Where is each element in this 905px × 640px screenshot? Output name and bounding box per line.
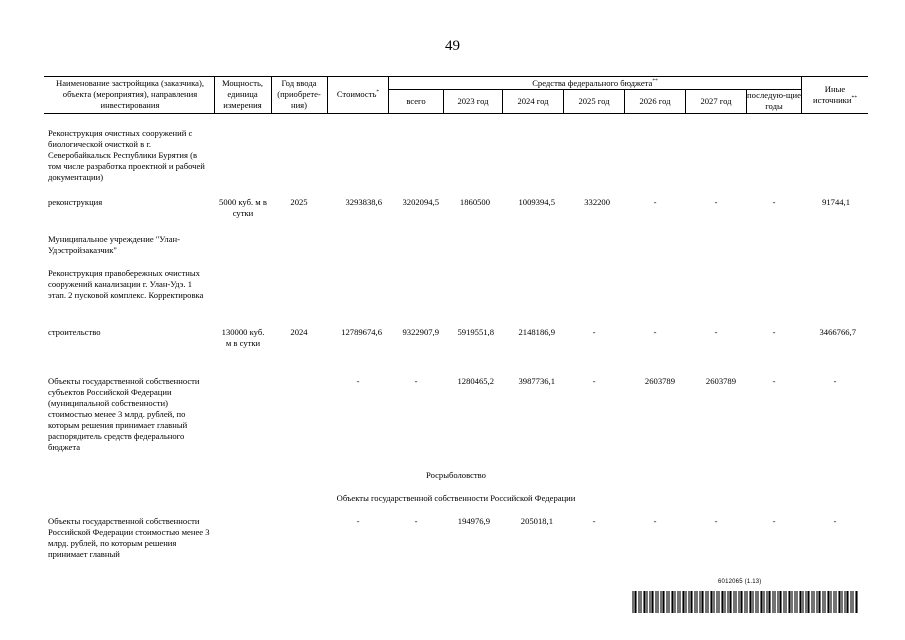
subheader-later: последую-щие годы xyxy=(747,90,801,111)
header-bottom-rule xyxy=(44,113,868,114)
row-cost: - xyxy=(356,376,360,386)
row-total: 9322907,9 xyxy=(402,327,439,337)
row-2023: 1280465,2 xyxy=(457,376,494,386)
header-other-label: Иные источники xyxy=(813,84,852,105)
row-2027: - xyxy=(714,327,718,337)
row-2024: 3987736,1 xyxy=(518,376,555,386)
header-year: Год ввода (приобрете-ния) xyxy=(277,78,321,110)
subheader-2024: 2024 год xyxy=(517,96,549,106)
row-2024: 205018,1 xyxy=(520,516,553,526)
row-capacity: 130000 куб. м в сутки xyxy=(221,327,265,348)
header-federal xyxy=(389,78,801,89)
row-name: Объекты государственной собственности субъектов Российской Федерации (муниципальной собственности) стоимостью менее 3 млрд. рублей, по которым решения принимает главный распорядитель средств федерального бюджета xyxy=(48,376,200,452)
header-cost-label: Стоимость xyxy=(336,89,377,99)
row-2026: - xyxy=(653,516,657,526)
row-name: Реконструкция правобережных очистных сооружений канализации г. Улан-Удэ. 1 этап. 2 пусковой комплекс. Корректировка xyxy=(48,268,204,300)
subheader-2026: 2026 год xyxy=(639,96,671,106)
header-cost-footnote: * xyxy=(376,89,380,95)
row-2025: - xyxy=(592,516,596,526)
row-2023: 5919551,8 xyxy=(457,327,494,337)
row-name: реконструкция xyxy=(48,197,103,207)
header-capacity: Мощность, единица измерения xyxy=(221,78,264,110)
row-name: Реконструкция очистных сооружений с биологической очисткой в г. Северобайкальск Республики Бурятия (в том числе разработка проектной и рабочей документации) xyxy=(48,128,205,182)
subheader-2023: 2023 год xyxy=(457,96,489,106)
row-total: - xyxy=(414,516,418,526)
row-other: - xyxy=(833,376,837,386)
row-2024: 2148186,9 xyxy=(518,327,555,337)
section-agency-heading: Росрыболовство xyxy=(426,470,486,480)
row-2027: - xyxy=(714,516,718,526)
row-year: 2024 xyxy=(290,327,308,337)
row-2024: 1009394,5 xyxy=(518,197,555,207)
row-later: - xyxy=(772,376,776,386)
row-2026: - xyxy=(653,327,657,337)
header-top-rule xyxy=(44,76,868,77)
row-2026: 2603789 xyxy=(644,376,675,386)
row-2025: - xyxy=(592,376,596,386)
row-total: - xyxy=(414,376,418,386)
header-name: Наименование застройщика (заказчика), объекта (мероприятия), направления инвестирования xyxy=(56,78,204,110)
header-other-footnote: ** xyxy=(851,95,857,101)
header-federal-label: Средства федерального бюджета xyxy=(532,78,653,88)
page-number: 49 xyxy=(445,38,460,54)
row-cost: 3293838,6 xyxy=(345,197,382,207)
row-other: 91744,1 xyxy=(822,197,850,207)
row-capacity: 5000 куб. м в сутки xyxy=(219,197,267,218)
row-2025: 332200 xyxy=(584,197,610,207)
barcode-label: 6012065 (1.13) xyxy=(718,579,762,585)
subheader-2025: 2025 год xyxy=(578,96,610,106)
row-other: 3466766,7 xyxy=(819,327,856,337)
section-federal-property-heading: Объекты государственной собственности Российской Федерации xyxy=(336,493,576,503)
row-later: - xyxy=(772,197,776,207)
row-2026: - xyxy=(653,197,657,207)
row-total: 3202094,5 xyxy=(402,197,439,207)
row-name: строительство xyxy=(48,327,101,337)
header-other xyxy=(802,84,868,106)
header-federal-footnote: ** xyxy=(652,78,658,84)
row-2027: - xyxy=(714,197,718,207)
row-name: Муниципальное учреждение "Улан-Удэстройзаказчик" xyxy=(48,234,180,255)
subheader-2027: 2027 год xyxy=(700,96,732,106)
row-later: - xyxy=(772,327,776,337)
row-later: - xyxy=(772,516,776,526)
subheader-total: всего xyxy=(406,96,426,106)
row-name: Объекты государственной собственности Российской Федерации стоимостью менее 3 млрд. рублей, по которым решения принимает главный xyxy=(48,516,210,559)
row-cost: - xyxy=(356,516,360,526)
row-2027: 2603789 xyxy=(705,376,736,386)
row-year: 2025 xyxy=(290,197,308,207)
row-2023: 194976,9 xyxy=(457,516,490,526)
row-2023: 1860500 xyxy=(459,197,490,207)
row-other: - xyxy=(833,516,837,526)
row-cost: 12789674,6 xyxy=(341,327,382,337)
header-cost xyxy=(328,89,388,100)
barcode-image xyxy=(632,591,858,613)
federal-subheader-rule xyxy=(388,89,801,90)
row-2025: - xyxy=(592,327,596,337)
